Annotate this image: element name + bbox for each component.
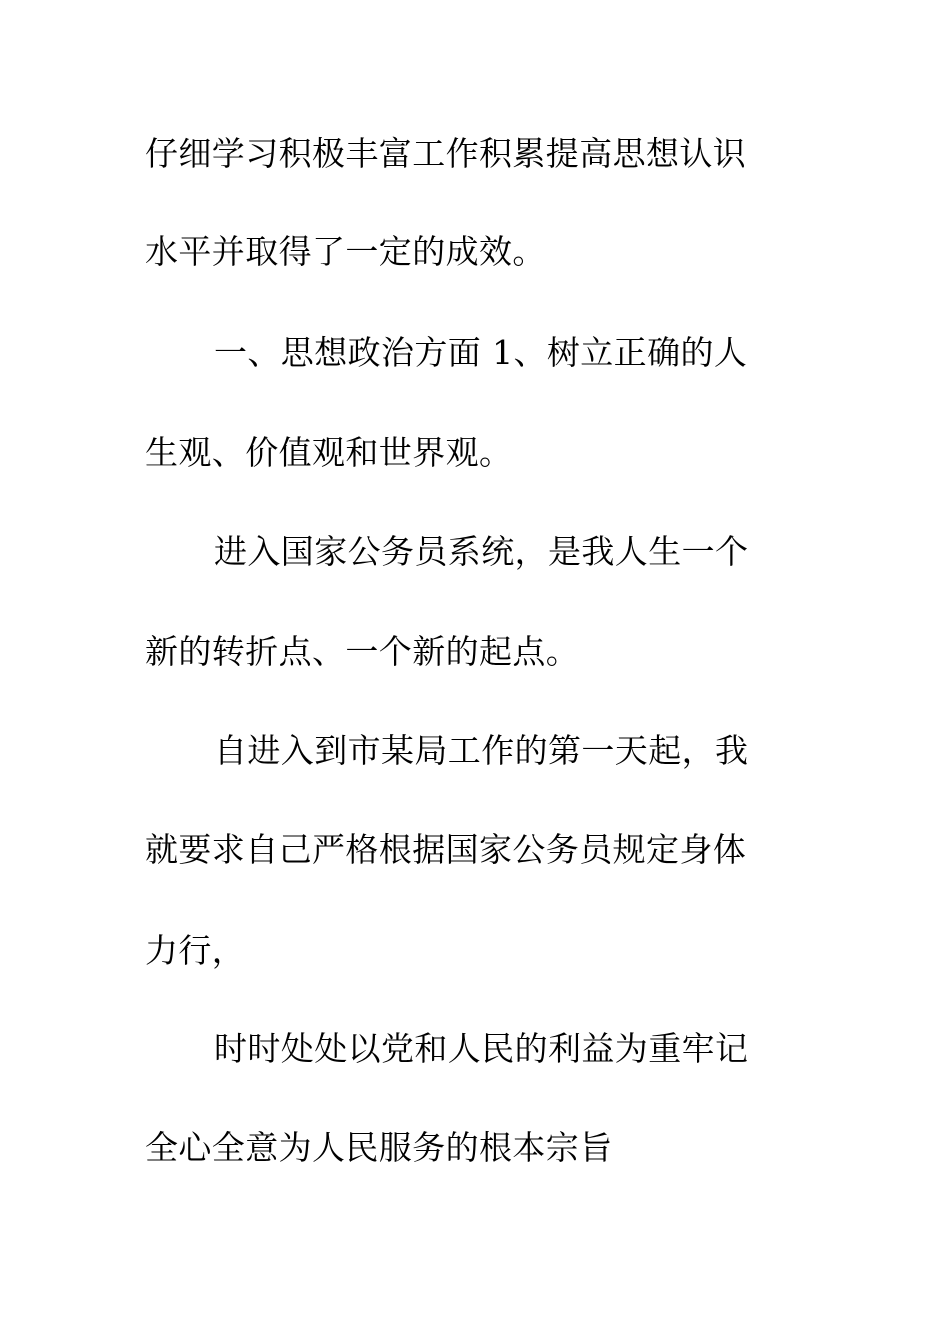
text-line-4: 生观、价值观和世界观。 — [145, 433, 513, 472]
text-line-8: 就要求自己严格根据国家公务员规定身体 — [145, 830, 747, 869]
paragraph-start-line-5: 进入国家公务员系统，是我人生一个 — [214, 532, 749, 571]
section-heading-line: 一、思想政治方面 1、树立正确的人 — [214, 333, 748, 372]
text-line-2: 水平并取得了一定的成效。 — [145, 232, 546, 271]
text-line-6: 新的转折点、一个新的起点。 — [145, 632, 580, 671]
paragraph-start-line-10: 时时处处以党和人民的利益为重牢记 — [214, 1029, 749, 1068]
text-line-1: 仔细学习积极丰富工作积累提高思想认识 — [145, 134, 747, 173]
text-line-9: 力行， — [145, 931, 246, 970]
paragraph-start-line-7: 自进入到市某局工作的第一天起，我 — [214, 731, 749, 770]
text-line-11: 全心全意为人民服务的根本宗旨 — [145, 1128, 613, 1167]
